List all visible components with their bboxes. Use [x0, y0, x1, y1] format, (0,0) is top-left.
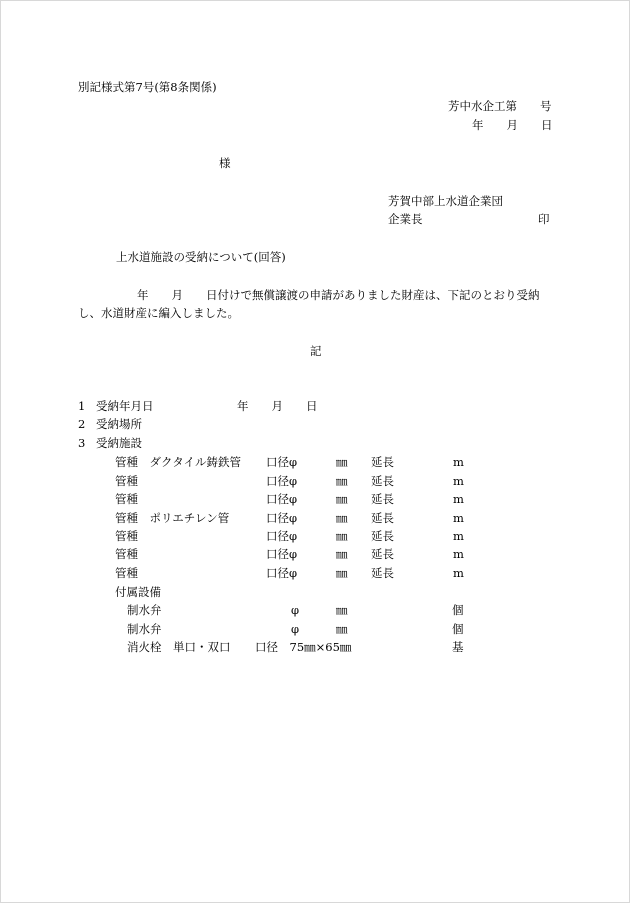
fitting-name: 制水弁: [127, 622, 162, 636]
pipe-type: 管種 ポリエチレン管: [115, 511, 230, 525]
pipe-length: 延長: [371, 474, 394, 488]
pipe-diameter: 口径φ: [266, 474, 298, 488]
pipe-mm: ㎜: [336, 492, 348, 506]
hydrant-spec: 口径 75㎜×65㎜: [255, 640, 352, 654]
item-3-label: 受納施設: [96, 436, 142, 450]
sender-org: 芳賀中部上水道企業団: [388, 194, 503, 208]
pipe-type: 管種: [115, 547, 138, 561]
pipe-mm: ㎜: [336, 547, 348, 561]
fitting-phi: φ: [291, 622, 300, 636]
item-1-label: 受納年月日: [96, 399, 154, 413]
pipe-length: 延長: [371, 566, 394, 580]
seal-mark: 印: [538, 212, 550, 226]
fitting-name: 制水弁: [127, 603, 162, 617]
issue-date: 年 月 日: [472, 118, 553, 132]
item-3-number: 3: [78, 436, 86, 450]
pipe-m: m: [453, 455, 464, 469]
pipe-type: 管種: [115, 529, 138, 543]
fitting-unit: 個: [452, 603, 464, 617]
fitting-unit: 個: [452, 622, 464, 636]
hydrant-unit: 基: [452, 640, 464, 654]
body-line-1: 年 月 日付けで無償譲渡の申請がありました財産は、下記のとおり受納: [137, 288, 540, 302]
fitting-mm: ㎜: [336, 622, 348, 636]
pipe-diameter: 口径φ: [266, 492, 298, 506]
pipe-m: m: [453, 529, 464, 543]
pipe-type: 管種 ダクタイル鋳鉄管: [115, 455, 242, 469]
pipe-length: 延長: [371, 529, 394, 543]
pipe-mm: ㎜: [336, 529, 348, 543]
doc-number: 芳中水企工第 号: [448, 99, 552, 113]
pipe-type: 管種: [115, 566, 138, 580]
pipe-mm: ㎜: [336, 474, 348, 488]
item-2-number: 2: [78, 417, 86, 431]
pipe-diameter: 口径φ: [266, 566, 298, 580]
hydrant-name: 消火栓 単口・双口: [127, 640, 231, 654]
addressee-sama: 様: [219, 156, 231, 170]
form-label: 別記様式第7号(第8条関係): [78, 80, 217, 94]
pipe-m: m: [453, 566, 464, 580]
fitting-mm: ㎜: [336, 603, 348, 617]
pipe-length: 延長: [371, 492, 394, 506]
pipe-m: m: [453, 511, 464, 525]
ki-heading: 記: [310, 344, 322, 358]
pipe-length: 延長: [371, 547, 394, 561]
pipe-m: m: [453, 492, 464, 506]
pipe-mm: ㎜: [336, 455, 348, 469]
pipe-length: 延長: [371, 511, 394, 525]
body-line-2: し、水道財産に編入しました。: [78, 306, 239, 320]
sender-title: 企業長: [388, 212, 423, 226]
pipe-diameter: 口径φ: [266, 511, 298, 525]
pipe-mm: ㎜: [336, 566, 348, 580]
fitting-phi: φ: [291, 603, 300, 617]
fittings-heading: 付属設備: [115, 585, 161, 599]
item-1-number: 1: [78, 399, 86, 413]
item-2-label: 受納場所: [96, 417, 142, 431]
pipe-diameter: 口径φ: [266, 455, 298, 469]
subject: 上水道施設の受納について(回答): [116, 250, 286, 264]
pipe-m: m: [453, 547, 464, 561]
pipe-length: 延長: [371, 455, 394, 469]
pipe-diameter: 口径φ: [266, 547, 298, 561]
pipe-type: 管種: [115, 492, 138, 506]
item-1-date: 年 月 日: [237, 399, 318, 413]
pipe-diameter: 口径φ: [266, 529, 298, 543]
pipe-type: 管種: [115, 474, 138, 488]
pipe-m: m: [453, 474, 464, 488]
pipe-mm: ㎜: [336, 511, 348, 525]
